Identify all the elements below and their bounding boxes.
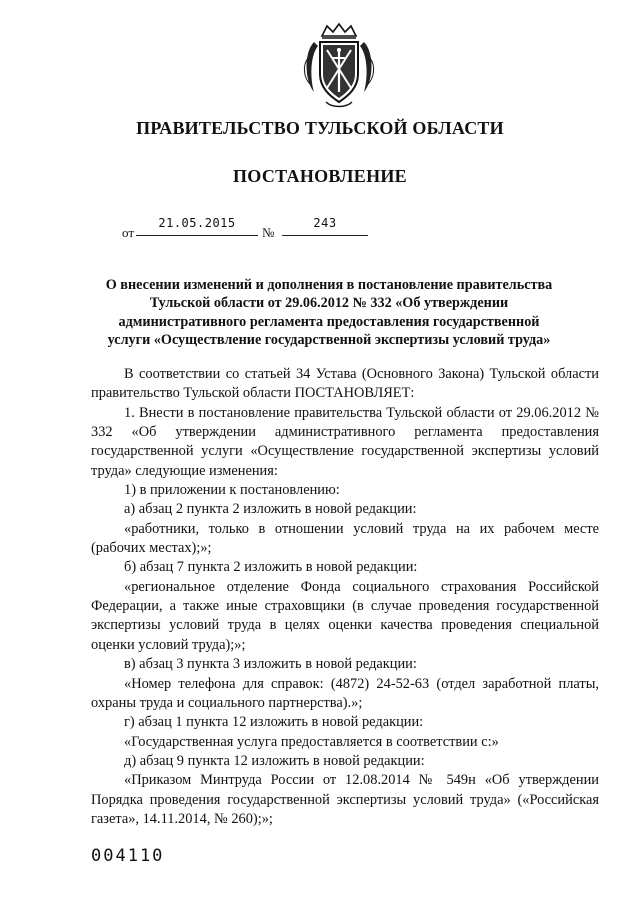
body-paragraph: 1) в приложении к постановлению: xyxy=(124,482,340,499)
body-paragraph: В соответствии со статьей 34 Устава (Основного Закона) Тульской области правительство Тульской области ПОСТАНОВЛЯЕТ: xyxy=(91,366,599,402)
coat-of-arms-emblem-icon xyxy=(300,22,378,108)
document-number: 243 xyxy=(282,215,368,236)
body-paragraph: «Государственная услуга предоставляется в соответствии с:» xyxy=(124,733,499,750)
government-title: ПРАВИТЕЛЬСТВО ТУЛЬСКОЙ ОБЛАСТИ xyxy=(136,118,504,138)
serial-number: 004110 xyxy=(91,846,165,866)
body-paragraph: «региональное отделение Фонда социального страхования Российской Федерации, а также иные страховщики (в случае проведения государственной экспертизы условий труда в целях оценки качества проведения специальной оценки условий труда);»; xyxy=(91,578,599,653)
body-paragraph: д) абзац 9 пункта 12 изложить в новой редакции: xyxy=(124,752,425,769)
number-label: № xyxy=(262,225,275,240)
date-number-line xyxy=(122,215,382,239)
document-subject: О внесении изменений и дополнения в постановление правительства Тульской области от 29.06.2012 № 332 «Об утверждении административного регламента предоставления государственной услуги «Осуществление государственной экспертизы условий труда» xyxy=(105,277,553,349)
body-paragraph: б) абзац 7 пункта 2 изложить в новой редакции: xyxy=(124,559,418,576)
body-paragraph: в) абзац 3 пункта 3 изложить в новой редакции: xyxy=(124,656,417,673)
body-paragraph: «Приказом Минтруда России от 12.08.2014 № 549н «Об утверждении Порядка проведения государственной экспертизы условий труда» («Российская газета», 14.11.2014, № 260);»; xyxy=(91,772,599,827)
body-paragraph: «Номер телефона для справок: (4872) 24-52-63 (отдел заработной платы, охраны труда и социального партнерства).»; xyxy=(91,675,599,711)
body-paragraph: а) абзац 2 пункта 2 изложить в новой редакции: xyxy=(124,501,417,518)
document-body xyxy=(91,365,599,829)
body-paragraph: «работники, только в отношении условий труда на их рабочем месте (рабочих местах);»; xyxy=(91,520,599,557)
document-date: 21.05.2015 xyxy=(136,215,258,236)
date-label: от xyxy=(122,225,135,240)
body-paragraph: 1. Внести в постановление правительства Тульской области от 29.06.2012 № 332 «Об утверждении административного регламента предоставления государственной услуги «Осуществление государственной экспертизы условий труда» следующие изменения: xyxy=(91,404,599,479)
document-type-title: ПОСТАНОВЛЕНИЕ xyxy=(233,166,407,186)
body-paragraph: г) абзац 1 пункта 12 изложить в новой редакции: xyxy=(124,714,424,731)
